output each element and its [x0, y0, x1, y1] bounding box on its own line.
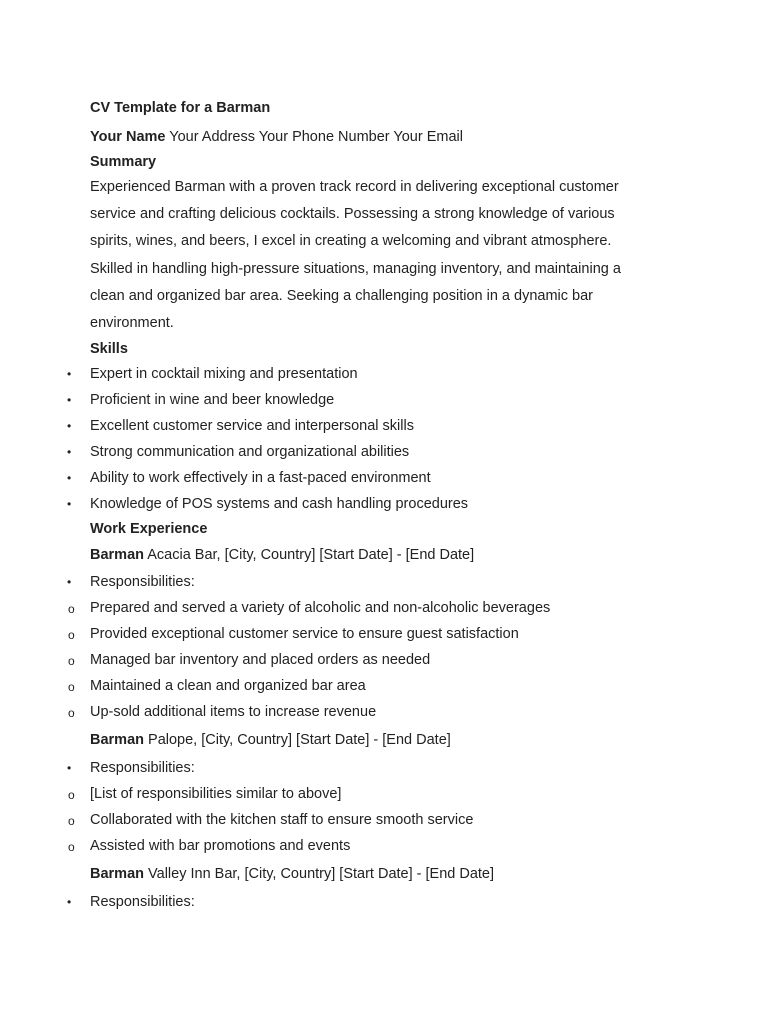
sub-bullet-icon: o: [68, 788, 75, 803]
bullet-icon: •: [67, 761, 72, 776]
sub-list-item: o Provided exceptional customer service to ensure guest satisfaction: [90, 621, 670, 647]
sub-list-item: o Up-sold additional items to increase revenue: [90, 699, 670, 725]
bullet-icon: •: [67, 575, 72, 590]
sub-list-item: o Maintained a clean and organized bar area: [90, 673, 670, 699]
contact-line: [90, 124, 670, 150]
job-title: Barman: [90, 547, 144, 564]
job-header: [90, 725, 670, 755]
sub-list-item: o Assisted with bar promotions and events: [90, 833, 670, 859]
sub-bullet-icon: o: [68, 680, 75, 695]
summary-line: service and crafting delicious cocktails. Possessing a strong knowledge of various: [90, 206, 615, 223]
contact-details: Your Address Your Phone Number Your Email: [169, 129, 463, 145]
sub-list-item: o Managed bar inventory and placed orders as needed: [90, 647, 670, 673]
contact-name: Your Name: [90, 129, 166, 145]
responsibilities-label: • Responsibilities:: [90, 755, 670, 781]
responsibilities-label: • Responsibilities:: [90, 889, 670, 915]
summary-line: Experienced Barman with a proven track record in delivering exceptional customer: [90, 179, 619, 195]
job-header: [90, 859, 670, 889]
bullet-icon: •: [67, 445, 72, 460]
sub-bullet-icon: o: [68, 814, 75, 829]
list-item: • Expert in cocktail mixing and presentation: [90, 361, 670, 387]
summary-line: Skilled in handling high-pressure situations, managing inventory, and maintaining a: [90, 260, 621, 277]
job-details: Palope, [City, Country] [Start Date] - [End Date]: [148, 732, 451, 749]
job-details: Acacia Bar, [City, Country] [Start Date] - [End Date]: [147, 547, 475, 564]
sub-list-item: o Collaborated with the kitchen staff to ensure smooth service: [90, 807, 670, 833]
list-item: • Proficient in wine and beer knowledge: [90, 387, 670, 413]
summary-text: [90, 174, 670, 337]
bullet-icon: •: [67, 393, 72, 408]
bullet-icon: •: [67, 367, 72, 382]
sub-bullet-icon: o: [68, 840, 75, 855]
summary-line: spirits, wines, and beers, I excel in creating a welcoming and vibrant atmosphere.: [90, 233, 612, 250]
summary-heading: Summary: [90, 154, 157, 170]
bullet-icon: •: [67, 419, 72, 434]
responsibilities-label: • Responsibilities:: [90, 569, 670, 595]
skills-heading: Skills: [90, 341, 128, 358]
cv-document: [67, 98, 670, 915]
sub-bullet-icon: o: [68, 602, 75, 617]
job-title: Barman: [90, 732, 144, 749]
skills-list: [67, 361, 670, 517]
sub-list-item: o Prepared and served a variety of alcoholic and non-alcoholic beverages: [90, 595, 670, 621]
summary-line: clean and organized bar area. Seeking a challenging position in a dynamic bar: [90, 287, 593, 304]
summary-line: environment.: [90, 314, 174, 331]
list-item: • Ability to work effectively in a fast-paced environment: [90, 465, 670, 491]
job-title: Barman: [90, 866, 144, 883]
sub-bullet-icon: o: [68, 654, 75, 669]
job-details: Valley Inn Bar, [City, Country] [Start Date] - [End Date]: [148, 866, 495, 883]
bullet-icon: •: [67, 471, 72, 486]
bullet-icon: •: [67, 895, 72, 910]
sub-bullet-icon: o: [68, 628, 75, 643]
document-title: CV Template for a Barman: [90, 100, 271, 116]
bullet-icon: •: [67, 497, 72, 512]
list-item: • Excellent customer service and interpersonal skills: [90, 413, 670, 439]
experience-heading: Work Experience: [90, 521, 208, 538]
list-item: • Knowledge of POS systems and cash handling procedures: [90, 491, 670, 517]
sub-list-item: o [List of responsibilities similar to above]: [90, 781, 670, 807]
job-header: [90, 541, 670, 569]
list-item: • Strong communication and organizational abilities: [90, 439, 670, 465]
sub-bullet-icon: o: [68, 706, 75, 721]
